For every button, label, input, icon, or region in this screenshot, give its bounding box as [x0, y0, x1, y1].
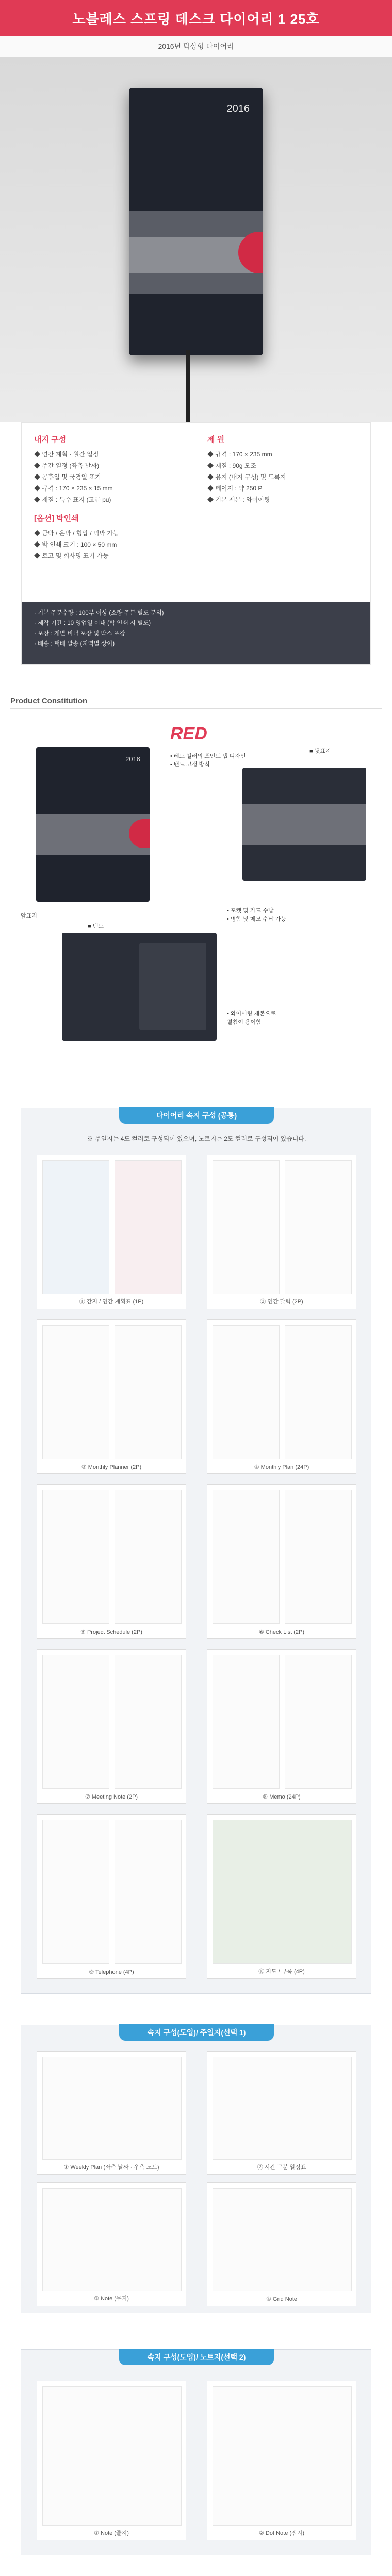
inside-pocket [139, 943, 206, 1030]
banner-title: 노블레스 스프링 데스크 다이어리 1 25호 [0, 0, 392, 36]
thumb-9 [37, 1814, 186, 1979]
spec-option-item: ◆ 박 인쇄 크기 : 100 × 50 mm [34, 541, 117, 548]
label-spine: ■ 밴드 [88, 923, 104, 929]
thumb-page [42, 1160, 109, 1294]
thumb-3 [37, 1319, 186, 1474]
section-heading-construct: Product Constitution [0, 690, 392, 711]
hero-section [0, 0, 392, 422]
thumb-caption: ⑤ Project Schedule (2P) [80, 1629, 142, 1635]
thumb-10 [207, 1814, 356, 1979]
spec-left-item: ◆ 연간 계획 · 월간 일정 [34, 451, 99, 458]
thumb-page [115, 1655, 182, 1789]
inner-option1-title: 속지 구성(도입)/ 주일지(선택 1) [119, 2024, 274, 2041]
spec-left-heading: 내지 구성 [34, 435, 67, 444]
spec-left-item: ◆ 공휴일 및 국경일 표기 [34, 473, 101, 481]
thumb-page [42, 2386, 182, 2526]
thumb-caption: ① 간지 / 연간 계획표 (1P) [79, 1299, 144, 1305]
spec-right-item: ◆ 페이지 : 약 250 P [207, 485, 263, 492]
banner-subtitle: 2016년 탁상형 다이어리 [0, 36, 392, 57]
inner-pages-note: ※ 주일지는 4도 컬러로 구성되어 있으며, 노트지는 2도 컬러로 구성되어 있습니다. [87, 1135, 306, 1142]
map-page [213, 1820, 352, 1964]
thumb-page [285, 1655, 352, 1789]
thumb-page [285, 1160, 352, 1294]
inner-pages-panel [21, 1108, 371, 1994]
spec-right-item: ◆ 기본 제본 : 와이어링 [207, 496, 270, 503]
callout-top: • 레드 컬러의 포인트 탭 디자인 • 밴드 고정 방식 [170, 753, 246, 768]
thumb-2 [207, 1155, 356, 1309]
thumb-page [213, 1655, 280, 1789]
thumb-page [115, 1325, 182, 1459]
red-logo: RED [170, 724, 207, 743]
spec-right-item: ◆ 용지 (내지 구성) 및 도록지 [207, 473, 286, 481]
thumb-caption: ④ Monthly Plan (24P) [254, 1464, 309, 1470]
thumb-8 [207, 1649, 356, 1804]
order-note: · 제작 기간 : 10 영업일 이내 (박 인쇄 시 별도) [34, 620, 151, 626]
thumb-caption: ② 시간 구분 일정표 [257, 2164, 306, 2171]
order-note: · 기본 주문수량 : 100부 이상 (소량 주문 별도 문의) [34, 610, 164, 616]
thumb-page [213, 2386, 352, 2526]
thumb-page [42, 1820, 109, 1964]
thumb-caption: ⑦ Meeting Note (2P) [85, 1794, 138, 1800]
thumb-page [285, 1490, 352, 1624]
front-year: 2016 [125, 755, 140, 763]
thumb-caption: ③ Note (무지) [94, 2296, 129, 2302]
opt1-thumb-4 [207, 2182, 356, 2306]
spec-right-heading: 제 원 [207, 435, 225, 444]
order-note: · 포장 : 개별 비닐 포장 및 박스 포장 [34, 631, 126, 637]
thumb-page [213, 1160, 280, 1294]
thumb-caption: ② Dot Note (점지) [259, 2530, 304, 2536]
thumb-5 [37, 1484, 186, 1639]
back-band [242, 804, 366, 845]
order-notes [22, 602, 370, 664]
thumb-page [115, 1490, 182, 1624]
spec-left-item: ◆ 재질 : 특수 표지 (고급 pu) [34, 496, 111, 503]
hero-year: 2016 [226, 103, 250, 114]
thumb-page [115, 1820, 182, 1964]
thumb-4 [207, 1319, 356, 1474]
inner-option2-title: 속지 구성(도입)/ 노트지(선택 2) [119, 2349, 274, 2365]
inner-pages-title: 다이어리 속지 구성 (공통) [119, 1107, 274, 1124]
bookmark-string [186, 350, 190, 422]
label-back: ■ 뒷표지 [309, 748, 331, 754]
spec-option-item: ◆ 로고 및 회사명 표기 가능 [34, 552, 109, 560]
thumb-caption: ⑩ 지도 / 부록 (4P) [258, 1969, 305, 1975]
opt2-thumb-2 [207, 2381, 356, 2540]
back-cover-photo [242, 768, 366, 881]
thumb-caption: ① Weekly Plan (좌측 날짜 · 우측 노트) [63, 2164, 159, 2171]
thumb-page [115, 1160, 182, 1294]
callout-mid: • 포켓 및 카드 수납 • 명함 및 메모 수납 가능 [227, 908, 286, 922]
thumb-page [42, 2188, 182, 2291]
inside-photo [62, 933, 217, 1041]
thumb-6 [207, 1484, 356, 1639]
spec-left-item: ◆ 규격 : 170 × 235 × 15 mm [34, 485, 113, 492]
spec-panel [21, 422, 371, 665]
inner-option1-panel [21, 2025, 371, 2313]
opt1-thumb-1 [37, 2051, 186, 2175]
thumb-page [42, 1490, 109, 1624]
spec-option-item: ◆ 금박 / 은박 / 형압 / 먹박 가능 [34, 530, 119, 537]
thumb-caption: ④ Grid Note [266, 2296, 297, 2302]
spec-left [34, 434, 199, 562]
thumb-caption: ⑨ Telephone (4P) [89, 1969, 134, 1975]
hero-diary [129, 88, 263, 355]
thumb-caption: ② 연간 달력 (2P) [260, 1299, 303, 1305]
opt1-thumb-3 [37, 2182, 186, 2306]
thumb-page [42, 1655, 109, 1789]
opt2-thumb-1 [37, 2381, 186, 2540]
thumb-caption: ⑧ Memo (24P) [263, 1794, 301, 1800]
thumb-page [42, 1325, 109, 1459]
spec-right [207, 434, 372, 505]
front-cover-photo [36, 747, 150, 902]
thumb-1 [37, 1155, 186, 1309]
thumb-page [213, 2188, 352, 2291]
thumb-caption: ① Note (줄지) [94, 2530, 129, 2536]
inner-option2-panel [21, 2349, 371, 2555]
thumb-page [213, 1325, 280, 1459]
spec-right-item: ◆ 규격 : 170 × 235 mm [207, 451, 272, 458]
thumb-page [42, 2057, 182, 2160]
spec-left-item: ◆ 주간 일정 (좌측 날짜) [34, 462, 100, 469]
thumb-page [285, 1325, 352, 1459]
thumb-page [213, 2057, 352, 2160]
spec-right-item: ◆ 재질 : 90g 모조 [207, 462, 257, 469]
callout-bottom: • 와이어링 제본으로 펼침이 용이함 [227, 1011, 276, 1025]
spec-option-heading: [옵션] 박인쇄 [34, 514, 79, 523]
thumb-7 [37, 1649, 186, 1804]
label-front: 앞표지 [21, 913, 37, 919]
thumb-page [213, 1490, 280, 1624]
opt1-thumb-2 [207, 2051, 356, 2175]
thumb-caption: ⑥ Check List (2P) [258, 1629, 305, 1635]
thumb-caption: ③ Monthly Planner (2P) [81, 1464, 142, 1470]
order-note: · 배송 : 택배 발송 (지역별 상이) [34, 641, 115, 647]
